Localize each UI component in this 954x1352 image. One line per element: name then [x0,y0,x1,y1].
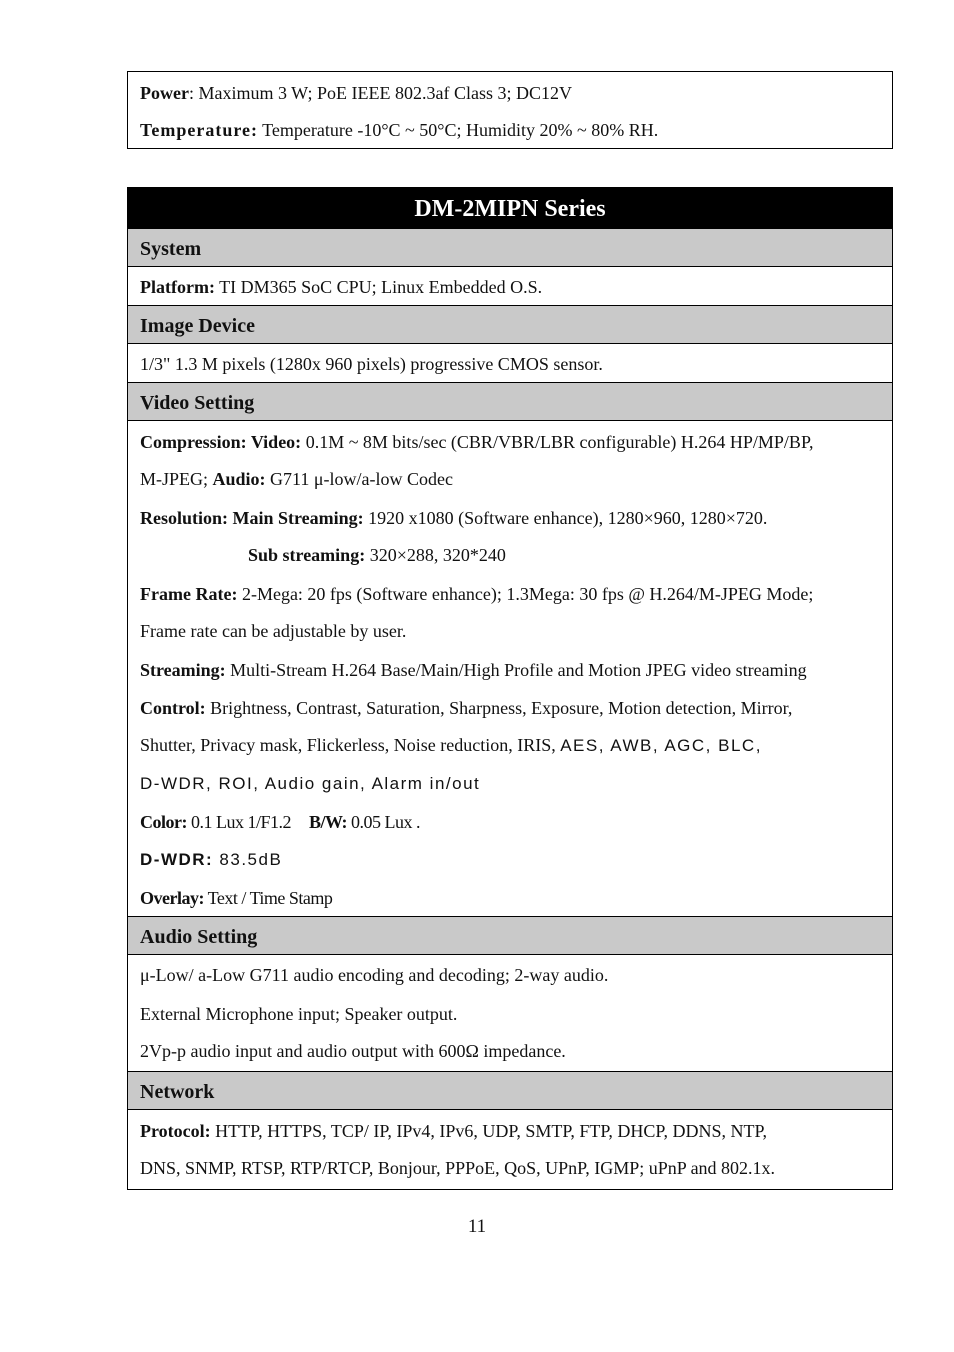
overlay-line [140,889,332,907]
frame-rate-line [140,585,813,603]
compression-line [140,433,813,451]
power-text: : Maximum 3 W; PoE IEEE 802.3af Class 3; DC12V [188,83,572,103]
lux-line [140,813,420,831]
section-heading-video: Video Setting [128,383,892,421]
audio-text: G711 μ-low/a-low Codec [265,469,453,489]
control-text-2b: AES, AWB, AGC, BLC, [560,736,762,755]
network-body [128,1110,892,1187]
resolution-text: 1920 x1080 (Software enhance), 1280×960, 1280×720. [363,508,768,528]
compression-text: 0.1M ~ 8M bits/sec (CBR/VBR/LBR configurable) H.264 HP/MP/BP, [301,432,814,452]
audio-body [128,955,892,1072]
resolution-line [140,509,767,527]
dwdr-line [140,851,282,868]
control-line-2 [140,736,762,754]
video-body [128,421,892,917]
sub-streaming-label: Sub streaming: [248,545,366,565]
protocol-label: Protocol: [140,1121,211,1141]
dwdr-label: D-WDR: [140,850,214,869]
platform-label: Platform: [140,277,215,297]
power-line [140,84,572,102]
resolution-label: Resolution: Main Streaming: [140,508,364,528]
streaming-line [140,661,807,679]
sub-streaming-text: 320×288, 320*240 [365,545,506,565]
control-line-3: D-WDR, ROI, Audio gain, Alarm in/out [140,774,481,793]
bw-label: B/W: [309,812,348,832]
spec-title: DM-2MIPN Series [128,188,892,229]
power-temperature-box [127,71,893,149]
compression-text-2: M-JPEG; [140,469,213,489]
image-device-text: 1/3" 1.3 M pixels (1280x 960 pixels) progressive CMOS sensor. [140,354,603,374]
compression-line-2 [140,470,453,488]
control-label: Control: [140,698,206,718]
temperature-label: Temperature: [140,120,258,140]
frame-rate-line-2: Frame rate can be adjustable by user. [140,621,407,641]
platform-line [140,278,542,296]
page-number: 11 [467,1216,487,1237]
audio-line-2: External Microphone input; Speaker output. [140,1004,458,1024]
control-text-2: Shutter, Privacy mask, Flickerless, Noise reduction, IRIS, [140,735,561,755]
bw-text: 0.05 Lux . [347,812,421,832]
control-line [140,699,792,717]
protocol-line-2: DNS, SNMP, RTSP, RTP/RTCP, Bonjour, PPPoE, QoS, UPnP, IGMP; uPnP and 802.1x. [140,1158,776,1178]
power-label: Power [140,83,189,103]
temperature-line [140,121,658,139]
frame-rate-label: Frame Rate: [140,584,238,604]
section-heading-network: Network [128,1072,892,1110]
platform-text: TI DM365 SoC CPU; Linux Embedded O.S. [214,277,543,297]
section-heading-system: System [128,229,892,267]
protocol-line [140,1122,767,1140]
streaming-label: Streaming: [140,660,226,680]
section-heading-audio: Audio Setting [128,917,892,955]
compression-label: Compression: Video: [140,432,302,452]
frame-rate-text: 2-Mega: 20 fps (Software enhance); 1.3Mega: 30 fps @ H.264/M-JPEG Mode; [237,584,814,604]
color-text: 0.1 Lux 1/F1.2 [186,812,291,832]
overlay-label: Overlay: [140,888,204,908]
image-device-body [128,344,892,383]
audio-label: Audio: [212,469,266,489]
dwdr-text: 83.5dB [213,850,283,869]
section-heading-image-device: Image Device [128,306,892,344]
overlay-text: Text / Time Stamp [203,888,333,908]
control-text: Brightness, Contrast, Saturation, Sharpness, Exposure, Motion detection, Mirror, [205,698,793,718]
temperature-text: Temperature -10°C ~ 50°C; Humidity 20% ~ 80% RH. [257,120,659,140]
sub-streaming-line [248,546,506,564]
streaming-text: Multi-Stream H.264 Base/Main/High Profile and Motion JPEG video streaming [225,660,807,680]
audio-line-1: μ-Low/ a-Low G711 audio encoding and decoding; 2-way audio. [140,965,609,985]
protocol-text: HTTP, HTTPS, TCP/ IP, IPv4, IPv6, UDP, SMTP, FTP, DHCP, DDNS, NTP, [210,1121,767,1141]
color-label: Color: [140,812,187,832]
system-body [128,267,892,306]
audio-line-3: 2Vp-p audio input and audio output with 600Ω impedance. [140,1041,566,1061]
spec-table [127,187,893,1190]
